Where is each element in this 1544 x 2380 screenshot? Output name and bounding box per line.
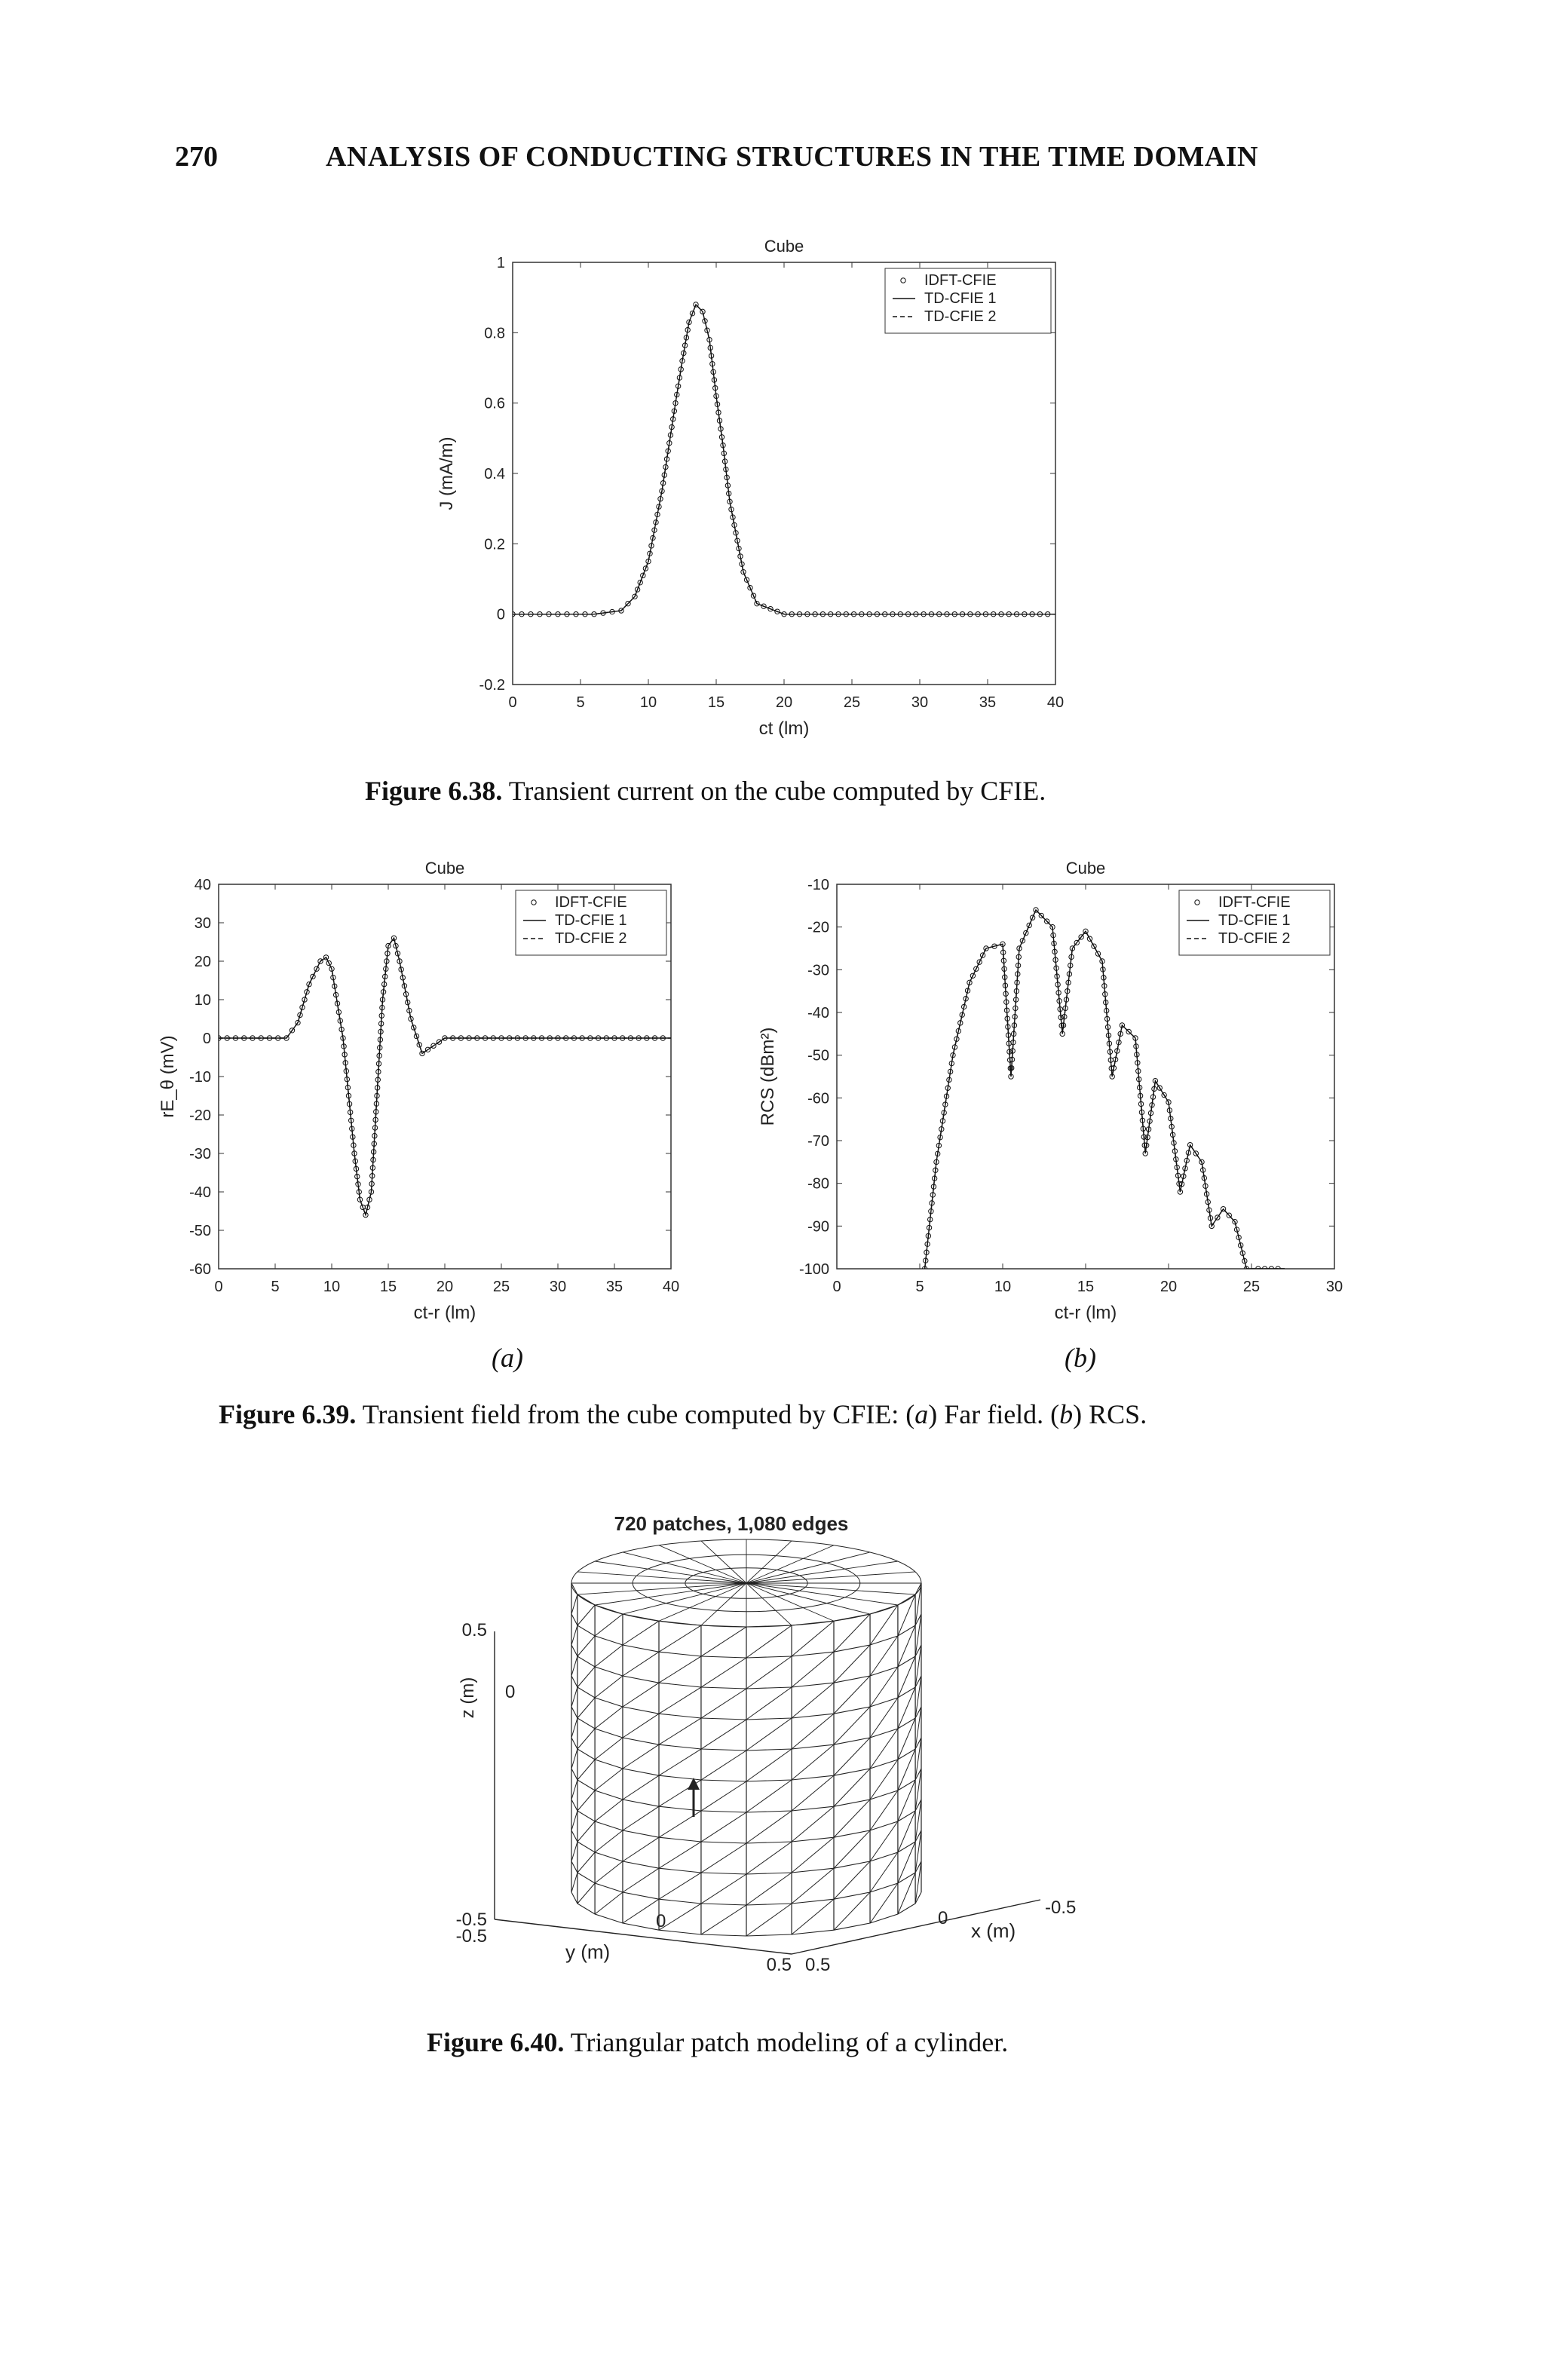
fig639-sub-a: (a): [492, 1343, 523, 1373]
side-diagonal-edge: [623, 1775, 659, 1800]
top-radial-edge: [746, 1561, 898, 1583]
side-diagonal-edge: [571, 1811, 577, 1830]
fig639a-ytick-label: -60: [189, 1261, 211, 1278]
side-diagonal-edge: [623, 1837, 659, 1861]
side-diagonal-edge: [746, 1811, 792, 1843]
side-diagonal-edge: [701, 1689, 746, 1718]
fig639a-ylabel: rE_θ (mV): [158, 1035, 178, 1118]
side-diagonal-edge: [659, 1656, 701, 1683]
fig638-ytick-label: -0.2: [479, 677, 505, 694]
fig638-xtick-label: 0: [508, 694, 517, 711]
fig638-label: Figure 6.38.: [365, 776, 503, 806]
side-diagonal-edge: [577, 1760, 595, 1780]
fig639b-xtick-label: 15: [1077, 1279, 1095, 1295]
fig639a-series-1: [219, 938, 671, 1215]
side-diagonal-edge: [898, 1749, 915, 1790]
fig639a-xtick-label: 40: [662, 1279, 680, 1295]
cylinder-mesh: [571, 1539, 921, 1936]
side-diagonal-edge: [792, 1714, 834, 1749]
side-diagonal-edge: [746, 1780, 792, 1812]
fig639a-legend-label: TD-CFIE 1: [555, 912, 627, 929]
fig638-legend-label: TD-CFIE 1: [924, 290, 997, 307]
top-radial-edge: [746, 1583, 915, 1594]
side-diagonal-edge: [746, 1749, 792, 1781]
side-diagonal-edge: [623, 1899, 659, 1923]
fig638-xtick-label: 5: [576, 694, 585, 711]
fig639b-line-dashed: [925, 910, 1285, 1269]
side-diagonal-edge: [870, 1852, 898, 1892]
side-diagonal-edge: [792, 1775, 834, 1811]
side-diagonal-edge: [898, 1718, 915, 1760]
fig639a-xtick-label: 15: [379, 1279, 397, 1295]
fig639a-legend-label: IDFT-CFIE: [555, 894, 627, 911]
z-axis-label: z (m): [458, 1677, 478, 1719]
fig638-caption: [365, 775, 1046, 807]
side-diagonal-edge: [898, 1687, 915, 1729]
side-diagonal-edge: [595, 1892, 623, 1914]
side-diagonal-edge: [792, 1652, 834, 1687]
fig639a-ytick-label: -20: [189, 1107, 211, 1124]
fig639a-series-2: [219, 938, 671, 1215]
fig639a-ytick-label: -40: [189, 1184, 211, 1201]
side-diagonal-edge: [898, 1811, 915, 1852]
side-diagonal-edge: [577, 1790, 595, 1811]
side-diagonal-edge: [870, 1883, 898, 1923]
side-diagonal-edge: [571, 1749, 577, 1769]
side-diagonal-edge: [595, 1676, 623, 1698]
side-diagonal-edge: [623, 1806, 659, 1830]
side-diagonal-edge: [577, 1698, 595, 1718]
fig639b-ytick-label: -60: [807, 1090, 829, 1107]
top-radial-edge: [577, 1572, 746, 1583]
side-diagonal-edge: [870, 1698, 898, 1738]
fig639b-series-2: [925, 910, 1285, 1269]
fig639b-ytick-label: -100: [798, 1261, 829, 1278]
fig639a-xtick-label: 0: [214, 1279, 223, 1295]
fig639-b: b: [1059, 1399, 1074, 1429]
fig639-caption: [219, 1398, 1147, 1430]
side-diagonal-edge: [898, 1780, 915, 1821]
side-diagonal-edge: [701, 1720, 746, 1749]
side-diagonal-edge: [701, 1905, 746, 1934]
side-diagonal-edge: [571, 1780, 577, 1800]
x-tick-0: 0: [938, 1908, 948, 1928]
fig639a-ytick-label: 20: [194, 954, 211, 970]
fig639a-ytick-label: -50: [189, 1223, 211, 1239]
side-diagonal-edge: [595, 1645, 623, 1667]
top-radial-edge: [746, 1583, 792, 1625]
z-tick-0.5: 0.5: [461, 1620, 487, 1640]
top-radial-edge: [595, 1561, 746, 1583]
side-diagonal-edge: [659, 1687, 701, 1714]
side-diagonal-edge: [870, 1760, 898, 1800]
top-radial-edge: [659, 1583, 746, 1621]
side-diagonal-edge: [746, 1687, 792, 1720]
fig639b-xtick-label: 20: [1160, 1279, 1178, 1295]
side-diagonal-edge: [595, 1800, 623, 1821]
fig638-ytick-label: 0.6: [484, 395, 505, 412]
fig640-cylinder: [422, 1500, 1146, 1983]
top-radial-edge: [701, 1583, 746, 1625]
side-diagonal-edge: [571, 1718, 577, 1738]
side-diagonal-edge: [577, 1605, 595, 1625]
fig639a-ytick-label: -10: [189, 1069, 211, 1086]
fig640-text: Triangular patch modeling of a cylinder.: [570, 2027, 1009, 2057]
fig639b-ylabel: RCS (dBm²): [758, 1027, 778, 1126]
side-diagonal-edge: [659, 1718, 701, 1744]
side-diagonal-edge: [870, 1667, 898, 1707]
fig638-title: Cube: [764, 237, 804, 256]
side-diagonal-edge: [623, 1714, 659, 1738]
fig639a-xtick-label: 10: [323, 1279, 341, 1295]
fig638-chart: [422, 226, 1101, 754]
fig640-caption: [427, 2026, 1008, 2058]
side-diagonal-edge: [571, 1625, 577, 1645]
fig639a-series-0: [216, 936, 666, 1218]
side-diagonal-edge: [659, 1811, 701, 1837]
side-diagonal-edge: [701, 1874, 746, 1904]
side-diagonal-edge: [898, 1656, 915, 1698]
side-diagonal-edge: [571, 1656, 577, 1676]
side-diagonal-edge: [577, 1729, 595, 1749]
z-tick--0.5: -0.5: [455, 1910, 487, 1930]
fig638-xtick-label: 30: [911, 694, 929, 711]
side-diagonal-edge: [870, 1790, 898, 1830]
fig639-text-1: Transient field from the cube computed by CFIE: (: [362, 1399, 915, 1429]
fig639a-ytick-label: 10: [194, 992, 211, 1009]
side-diagonal-edge: [792, 1621, 834, 1656]
fig638-xtick-label: 35: [979, 694, 997, 711]
fig639b-chart: [746, 833, 1365, 1338]
side-diagonal-edge: [701, 1843, 746, 1873]
fig639-sub-b: (b): [1065, 1343, 1096, 1373]
side-diagonal-edge: [898, 1625, 915, 1667]
fig638-text: Transient current on the cube computed by CFIE.: [508, 776, 1046, 806]
side-diagonal-edge: [870, 1821, 898, 1861]
fig639b-xtick-label: 30: [1325, 1279, 1343, 1295]
side-diagonal-edge: [792, 1806, 834, 1842]
side-diagonal-edge: [595, 1861, 623, 1883]
fig639b-legend-label: IDFT-CFIE: [1218, 894, 1291, 911]
top-radial-edge: [701, 1541, 746, 1583]
fig639a-xlabel: ct-r (lm): [413, 1303, 476, 1323]
side-diagonal-edge: [623, 1868, 659, 1892]
fig639a-ytick-label: -30: [189, 1146, 211, 1162]
side-diagonal-edge: [659, 1842, 701, 1868]
side-diagonal-edge: [746, 1625, 792, 1658]
side-diagonal-edge: [701, 1812, 746, 1842]
top-radial-edge: [659, 1545, 746, 1583]
side-diagonal-edge: [577, 1636, 595, 1656]
fig639a-line-dashed: [219, 938, 671, 1215]
top-radial-edge: [746, 1583, 898, 1605]
fig638-ytick-label: 0.8: [484, 325, 505, 342]
fig639a-chart: [151, 833, 754, 1338]
side-diagonal-edge: [870, 1636, 898, 1676]
fig639a-xtick-label: 30: [549, 1279, 567, 1295]
side-diagonal-edge: [746, 1873, 792, 1905]
fig639-text-2: ) Far field. (: [928, 1399, 1060, 1429]
fig639-label: Figure 6.39.: [219, 1399, 357, 1429]
cylinder-axes: [495, 1631, 1040, 1954]
top-radial-edge: [746, 1541, 792, 1583]
fig638-series-1: [513, 305, 1055, 614]
fig638-legend-label: TD-CFIE 2: [924, 308, 997, 325]
y-axis-label: y (m): [565, 1940, 611, 1963]
side-diagonal-edge: [571, 1687, 577, 1707]
fig639b-ytick-label: -80: [807, 1175, 829, 1193]
side-diagonal-edge: [746, 1904, 792, 1936]
side-diagonal-edge: [623, 1683, 659, 1707]
fig639b-xtick-label: 0: [832, 1279, 841, 1295]
fig639a-xtick-label: 5: [271, 1279, 280, 1295]
side-diagonal-edge: [595, 1738, 623, 1760]
side-diagonal-edge: [792, 1744, 834, 1780]
fig638-series-0: [510, 302, 1050, 617]
fig639b-title: Cube: [1065, 859, 1106, 878]
fig639a-ytick-label: 0: [202, 1031, 211, 1047]
side-diagonal-edge: [870, 1605, 898, 1645]
fig638-xtick-label: 15: [707, 694, 725, 711]
side-diagonal-edge: [577, 1667, 595, 1687]
fig639-text-3: ) RCS.: [1073, 1399, 1147, 1429]
side-diagonal-edge: [898, 1842, 915, 1883]
side-diagonal-edge: [792, 1837, 834, 1873]
side-diagonal-edge: [659, 1873, 701, 1899]
fig639a-xtick-label: 20: [436, 1279, 454, 1295]
top-radial-edge: [746, 1545, 834, 1583]
fig638-xtick-label: 10: [639, 694, 657, 711]
side-diagonal-edge: [623, 1621, 659, 1645]
fig639b-ytick-label: -70: [807, 1133, 829, 1150]
side-diagonal-edge: [746, 1842, 792, 1874]
side-diagonal-edge: [595, 1830, 623, 1852]
side-diagonal-edge: [701, 1627, 746, 1656]
side-diagonal-edge: [577, 1821, 595, 1842]
fig638-ytick-label: 0.2: [484, 536, 505, 553]
side-diagonal-edge: [701, 1658, 746, 1687]
fig639a-xtick-label: 35: [605, 1279, 623, 1295]
side-diagonal-edge: [595, 1614, 623, 1636]
side-diagonal-edge: [595, 1769, 623, 1790]
side-diagonal-edge: [571, 1842, 577, 1861]
fig639b-legend-label: TD-CFIE 2: [1218, 930, 1291, 947]
side-diagonal-edge: [701, 1781, 746, 1811]
fig638-xtick-label: 20: [775, 694, 793, 711]
running-title: ANALYSIS OF CONDUCTING STRUCTURES IN THE TIME DOMAIN: [326, 141, 1258, 173]
fig639b-xtick-label: 25: [1242, 1279, 1261, 1295]
fig638-series-2: [513, 305, 1055, 614]
side-diagonal-edge: [746, 1718, 792, 1751]
fig639a-ytick-label: 30: [194, 915, 211, 932]
fig638-xtick-label: 40: [1046, 694, 1065, 711]
fig639b-ytick-label: -30: [807, 962, 829, 979]
side-diagonal-edge: [659, 1625, 701, 1652]
fig639b-xtick-label: 5: [915, 1279, 924, 1295]
top-radial-edge: [577, 1583, 746, 1594]
fig640-title: 720 patches, 1,080 edges: [614, 1512, 849, 1535]
side-diagonal-edge: [571, 1594, 577, 1614]
fig639a-line-solid: [219, 938, 671, 1215]
page-number: 270: [175, 141, 218, 173]
x-tick-0.5: 0.5: [805, 1955, 831, 1975]
fig639a-ytick-label: 40: [194, 877, 211, 893]
z-tick-0: 0: [505, 1682, 516, 1702]
side-diagonal-edge: [577, 1883, 595, 1904]
side-diagonal-edge: [595, 1707, 623, 1729]
side-diagonal-edge: [577, 1852, 595, 1873]
side-diagonal-edge: [623, 1652, 659, 1676]
fig639b-ytick-label: -20: [807, 919, 829, 936]
y-tick-0.5: 0.5: [766, 1955, 792, 1975]
y-tick-0: 0: [656, 1911, 666, 1931]
fig639b-ytick-label: -50: [807, 1047, 829, 1064]
fig638-xlabel: ct (lm): [758, 718, 810, 739]
side-diagonal-edge: [792, 1683, 834, 1718]
y-axis-line: [495, 1919, 792, 1954]
fig639b-ytick-label: -10: [807, 877, 829, 893]
fig638-ytick-label: 0.4: [484, 466, 505, 482]
side-diagonal-edge: [659, 1749, 701, 1775]
fig639b-ytick-label: -40: [807, 1005, 829, 1022]
fig638-line-solid: [513, 305, 1055, 614]
side-diagonal-edge: [792, 1868, 834, 1904]
side-diagonal-edge: [870, 1729, 898, 1769]
side-diagonal-edge: [701, 1751, 746, 1780]
fig639b-xtick-label: 10: [994, 1279, 1012, 1295]
fig640-label: Figure 6.40.: [427, 2027, 565, 2057]
side-diagonal-edge: [571, 1873, 577, 1892]
fig639-a: a: [914, 1399, 929, 1429]
x-tick--0.5: -0.5: [1045, 1898, 1077, 1918]
fig639a-legend-label: TD-CFIE 2: [555, 930, 627, 947]
top-radial-edge: [595, 1583, 746, 1605]
fig638-legend-label: IDFT-CFIE: [924, 272, 997, 289]
side-diagonal-edge: [623, 1744, 659, 1769]
fig639b-legend-label: TD-CFIE 1: [1218, 912, 1291, 929]
fig639b-xlabel: ct-r (lm): [1054, 1303, 1117, 1323]
fig638-ylabel: J (mA/m): [437, 436, 457, 510]
side-diagonal-edge: [898, 1873, 915, 1914]
top-radial-edge: [746, 1583, 834, 1621]
y-tick--0.5: -0.5: [455, 1926, 487, 1947]
fig638-ytick-label: 0: [496, 606, 505, 623]
fig639a-xtick-label: 25: [492, 1279, 510, 1295]
fig639b-ytick-label: -90: [807, 1218, 829, 1236]
side-diagonal-edge: [746, 1656, 792, 1689]
top-radial-edge: [746, 1572, 915, 1583]
fig638-ytick-label: 1: [496, 255, 505, 271]
fig639b-series-0: [922, 908, 1280, 1271]
x-axis-label: x (m): [971, 1919, 1016, 1942]
side-diagonal-edge: [792, 1899, 834, 1934]
fig639a-title: Cube: [424, 859, 465, 878]
fig638-line-dashed: [513, 305, 1055, 614]
fig638-xtick-label: 25: [843, 694, 861, 711]
